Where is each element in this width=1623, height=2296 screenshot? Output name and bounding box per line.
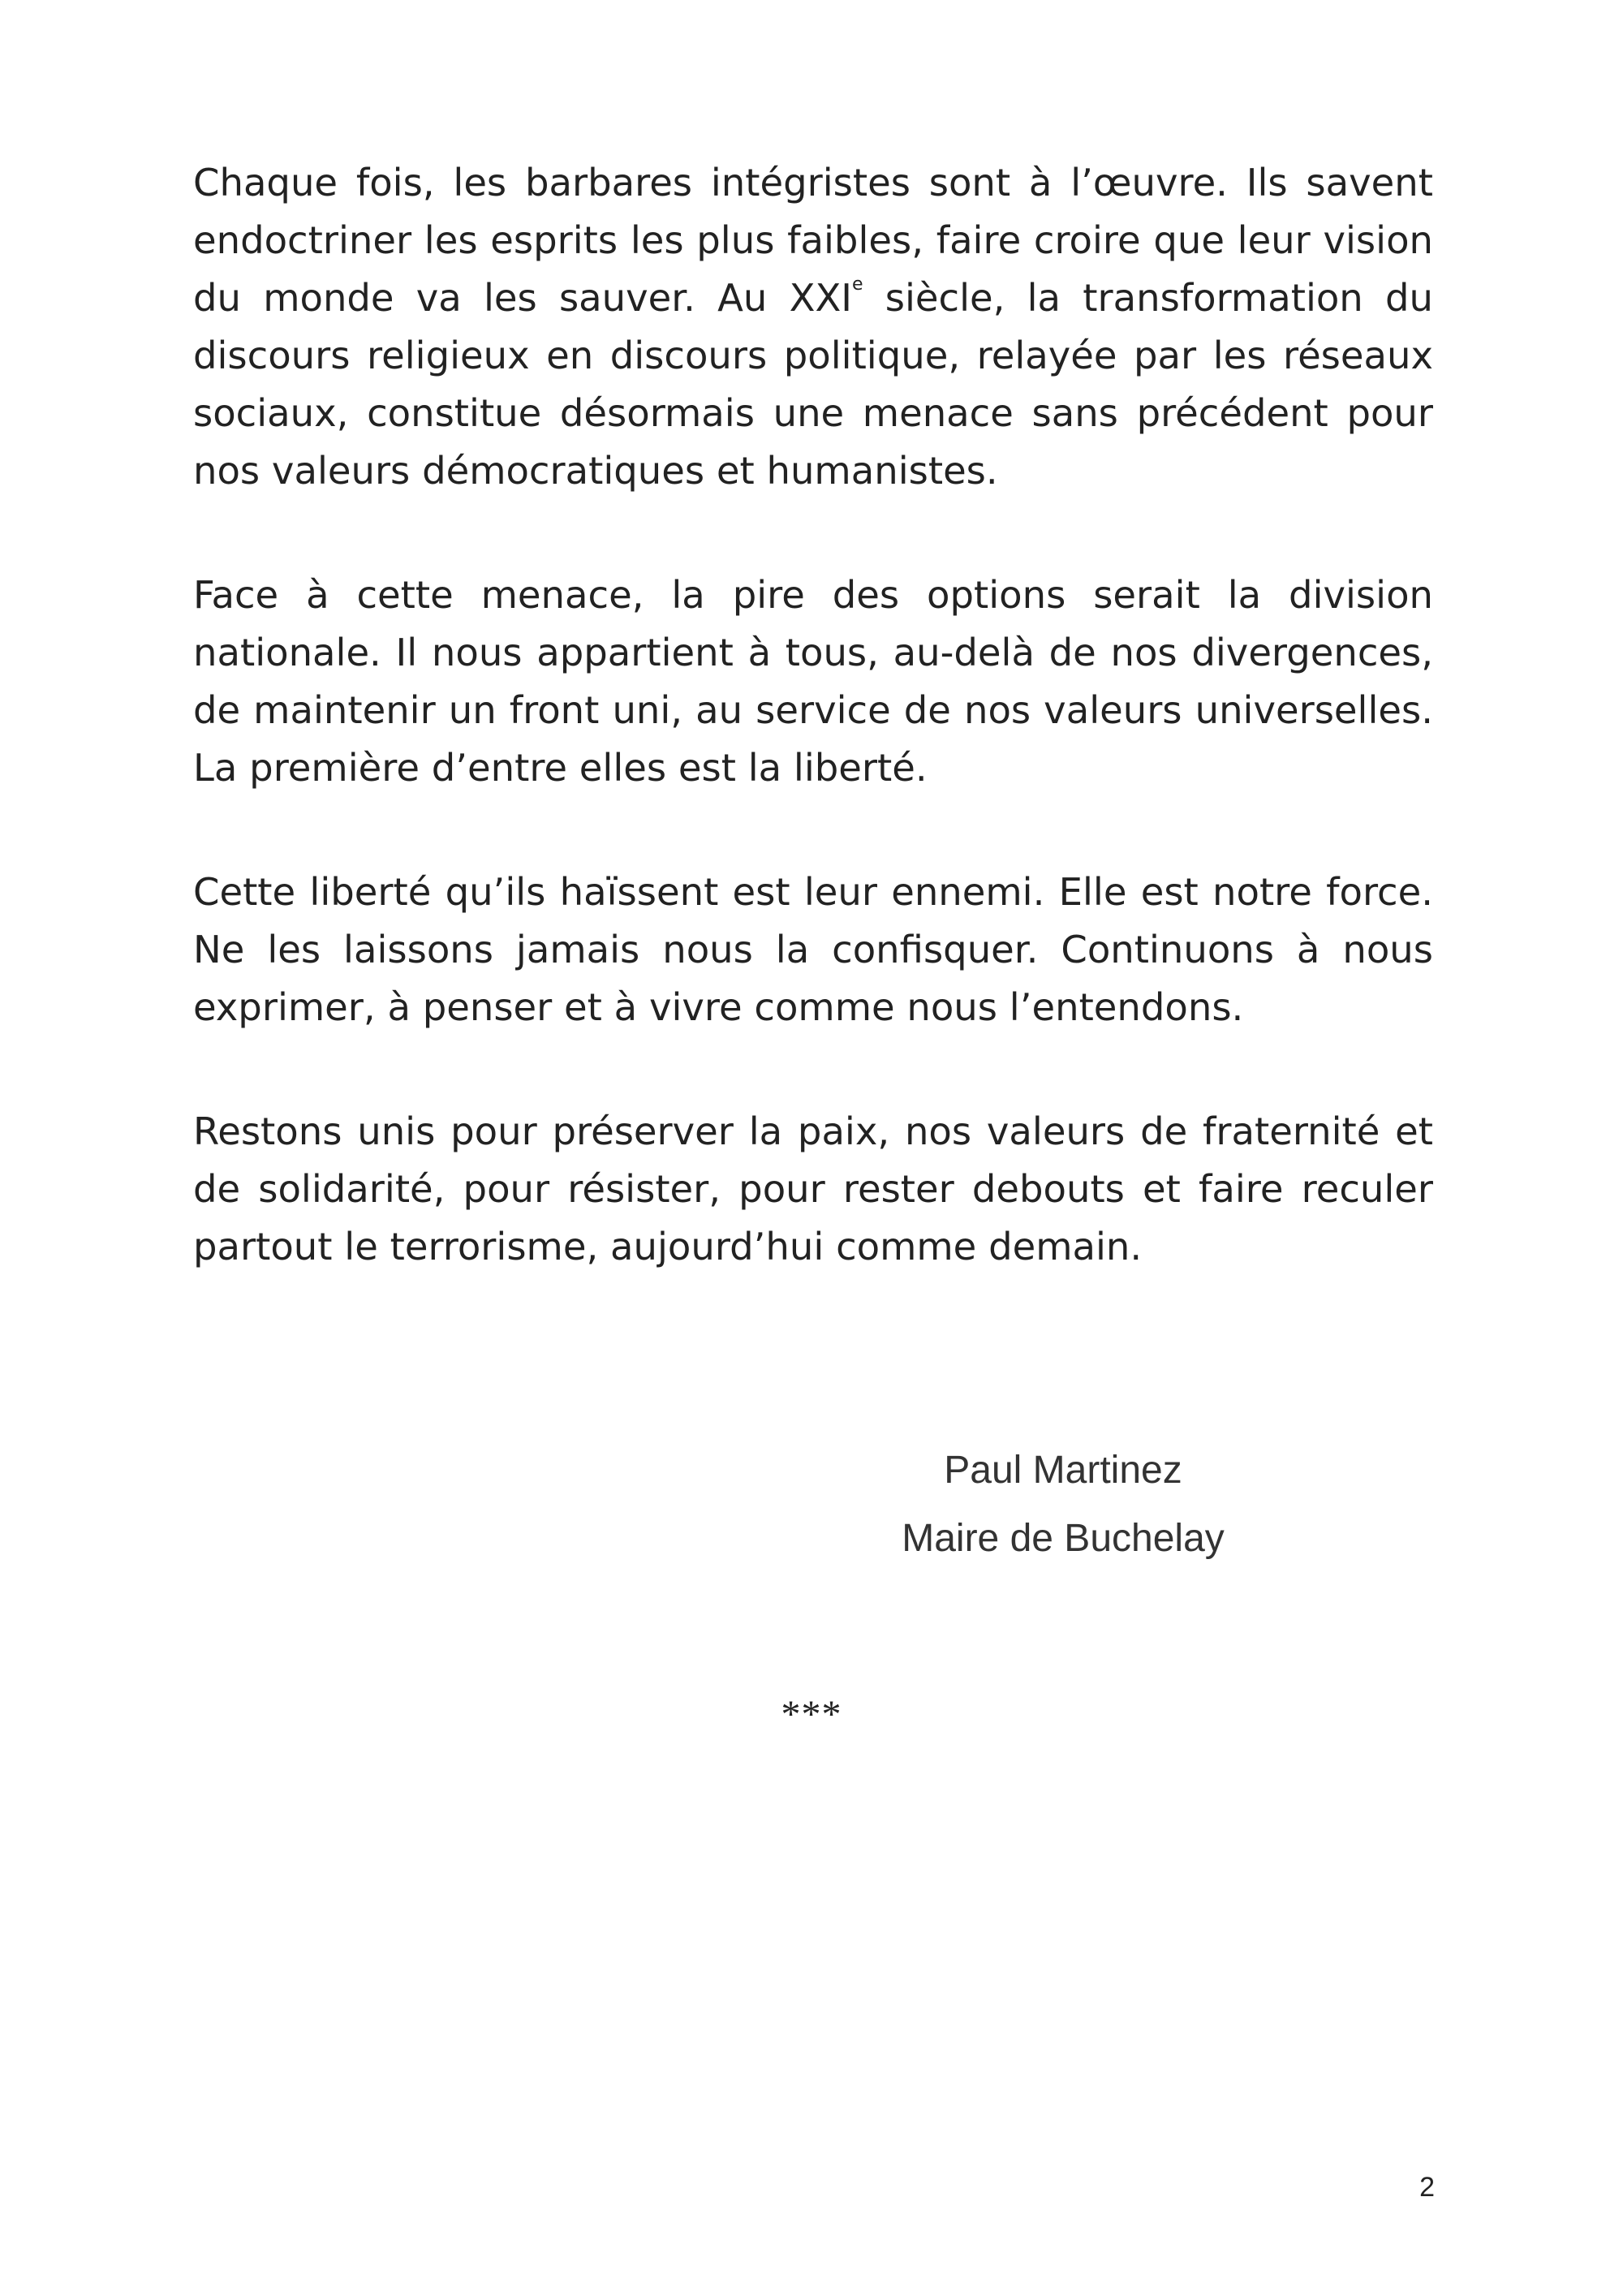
signatory-title: Maire de Buchelay: [902, 1517, 1225, 1560]
section-separator: ***: [781, 1693, 842, 1736]
signature-block: [812, 1437, 1315, 1573]
paragraph-1: [193, 154, 1433, 500]
century-superscript: e: [852, 274, 863, 295]
paragraph-3: Cette liberté qu’ils haïssent est leur ennemi. Elle est notre force. Ne les laissons jamais nous la confisquer. Continuons à nous exprimer, à penser et à vivre comme nous l’entendons.: [193, 870, 1433, 1029]
paragraph-1-text-start: Chaque fois, les barbares intégristes sont à l’œuvre. Ils savent endoctriner les esprits les plus faibles, faire croire que leur vision du monde va les sauver. Au XXI: [193, 161, 1433, 320]
paragraph-2: Face à cette menace, la pire des options serait la division nationale. Il nous appartient à tous, au-delà de nos divergences, de maintenir un front uni, au service de nos valeurs universelles. La première d’entre elles est la liberté.: [193, 573, 1433, 790]
paragraph-1-text-end: siècle, la transformation du discours religieux en discours politique, relayée par les réseaux sociaux, constitue désormais une menace sans précédent pour nos valeurs démocratiques et humanistes.: [193, 276, 1433, 493]
paragraph-4: Restons unis pour préserver la paix, nos valeurs de fraternité et de solidarité, pour résister, pour rester debouts et faire reculer partout le terrorisme, aujourd’hui comme demain.: [193, 1109, 1433, 1269]
letter-body: [193, 154, 1433, 1342]
signatory-name: Paul Martinez: [944, 1449, 1182, 1492]
page-number: 2: [1419, 2172, 1435, 2203]
